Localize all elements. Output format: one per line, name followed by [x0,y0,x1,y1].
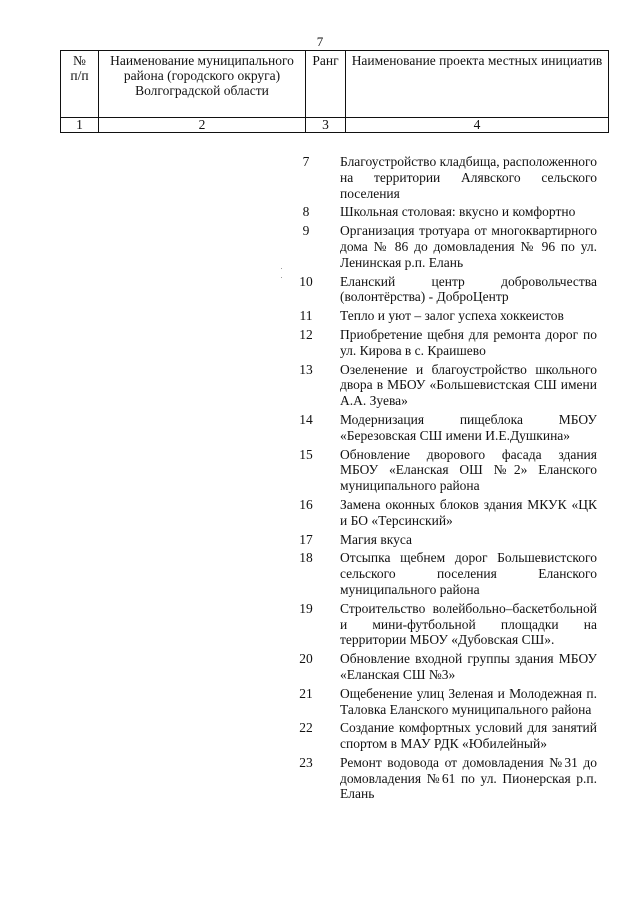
header-cell-rank: Ранг [306,51,346,118]
table-row [0,755,640,802]
table-header [60,50,609,133]
row-project: Обновление дворового фасада здания МБОУ «Еланская ОШ №2» Еланского муниципального района [340,446,597,494]
scan-speck [281,277,282,278]
row-project: Ремонт водовода от домовладения №31 до домовладения №61 по ул. Пионерская р.п. Елань [340,754,597,802]
table-row [0,532,640,548]
column-number-2: 2 [99,118,306,133]
table-row [0,497,640,529]
row-project: Озеленение и благоустройство школьного двора в МБОУ «Большевистская СШ имени А.А. Зуева» [340,361,597,409]
row-project: Благоустройство кладбища, расположенного на территории Алявского сельского поселения [340,154,597,201]
project-list [0,154,640,805]
header-cell-number: № п/п [61,51,99,118]
table-row [0,362,640,409]
row-project: Замена оконных блоков здания МКУК «ЦК и БО «Терсинский» [340,496,597,528]
table-header-row [61,51,609,118]
header-cell-district: Наименование муниципального района (городского округа) Волгоградской области [99,51,306,118]
table-row [0,204,640,220]
header-cell-project: Наименование проекта местных инициатив [346,51,609,118]
table-row [0,601,640,648]
row-rank: 17 [299,531,313,547]
column-number-1: 1 [61,118,99,133]
row-project: Тепло и уют – залог успеха хоккеистов [340,308,564,324]
table-row [0,447,640,494]
row-project: Создание комфортных условий для занятий спортом в МАУ РДК «Юбилейный» [340,720,597,752]
column-number-4: 4 [346,118,609,133]
row-project: Организация тротуара от многоквартирного дома № 86 до домовладения № 96 по ул. Ленинская р.п. Елань [340,223,597,270]
row-project: Модернизация пищеблока МБОУ «Березовская СШ имени И.Е.Душкина» [340,411,597,443]
row-rank: 19 [299,600,313,616]
row-project: Обновление входной группы здания МБОУ «Еланская СШ №3» [340,651,597,682]
row-rank: 23 [299,754,313,770]
table-row [0,274,640,306]
row-rank: 7 [302,154,310,169]
row-rank: 21 [299,685,313,701]
row-rank: 12 [299,326,313,342]
row-rank: 8 [302,204,310,220]
table-row [0,651,640,683]
row-project: Ощебенение улиц Зеленая и Молодежная п. Таловка Еланского муниципального района [340,685,597,717]
row-project: Приобретение щебня для ремонта дорог по ул. Кирова в с. Краишево [340,326,597,358]
table-row [0,720,640,752]
table-row [0,686,640,718]
page-number: 7 [316,34,324,49]
row-project: Еланский центр добровольчества (волонтёрства) - ДоброЦентр [340,273,597,305]
table-row [0,223,640,270]
table-column-numbers-row [61,118,609,133]
row-rank: 20 [299,651,313,667]
row-project: Школьная столовая: вкусно и комфортно [340,204,576,220]
row-rank: 16 [299,496,313,512]
row-rank: 9 [302,223,310,239]
table-row [0,154,640,201]
table-row [0,412,640,444]
row-rank: 15 [299,446,313,462]
scan-speck [281,268,282,269]
row-rank: 13 [299,361,313,377]
table-row [0,308,640,324]
row-rank: 11 [299,308,313,324]
row-rank: 14 [299,411,313,427]
row-rank: 18 [299,550,313,566]
table-row [0,550,640,597]
row-project: Отсыпка щебнем дорог Большевистского сельского поселения Еланского муниципального района [340,550,597,597]
table-row [0,327,640,359]
column-number-3: 3 [306,118,346,133]
row-project: Магия вкуса [340,531,412,547]
row-rank: 22 [299,720,313,736]
row-rank: 10 [299,273,313,289]
row-project: Строительство волейбольно–баскетбольной и мини-футбольной площадки на территории МБОУ «Дубовская СШ». [340,600,597,648]
